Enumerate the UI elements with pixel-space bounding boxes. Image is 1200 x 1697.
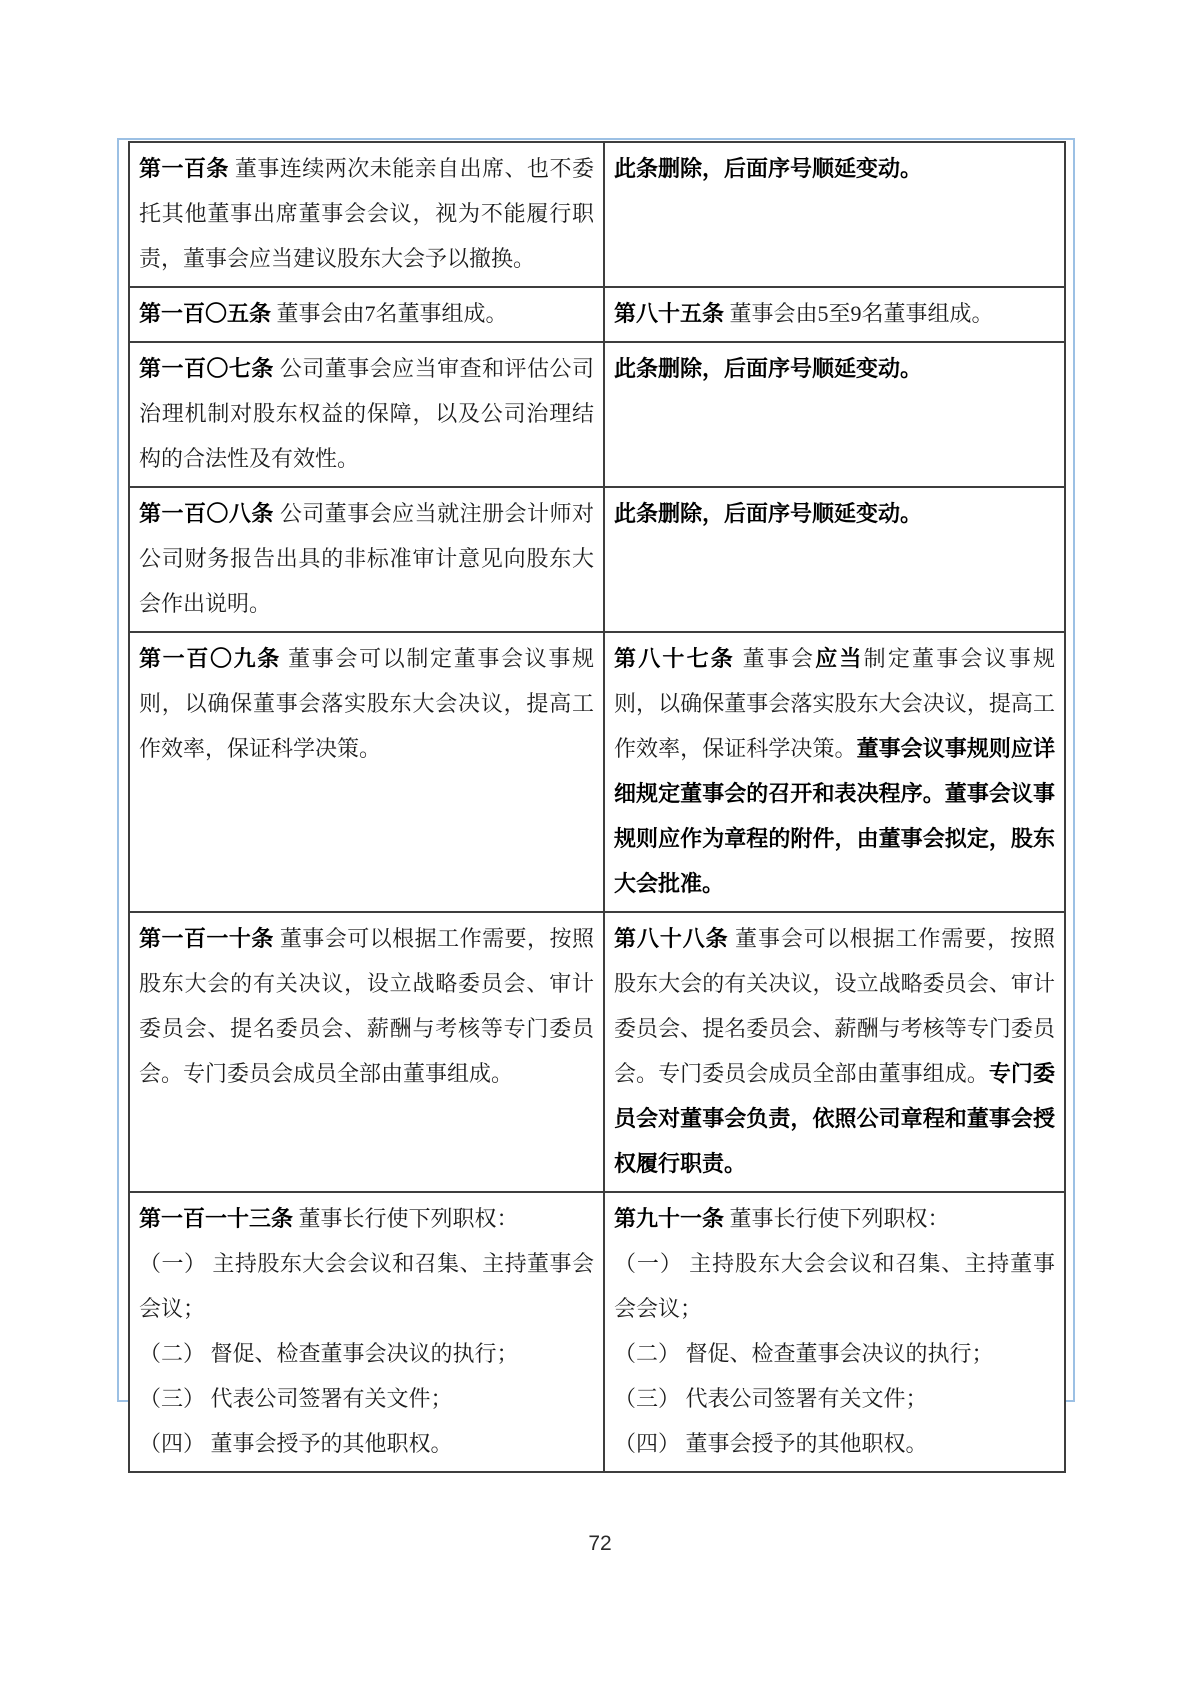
bold-text-run: 第一百〇九条	[139, 646, 281, 671]
bold-text-run: 第一百〇七条	[139, 356, 274, 381]
bold-text-run: 应当	[815, 646, 864, 671]
paragraph	[139, 491, 594, 626]
paragraph	[139, 346, 594, 481]
table-cell-left	[129, 342, 604, 487]
text-run: （二） 督促、检查董事会决议的执行；	[614, 1341, 994, 1366]
text-run: 董事长行使下列职权：	[724, 1206, 950, 1231]
table-cell-right	[604, 342, 1065, 487]
page-number: 72	[588, 1532, 612, 1555]
paragraph	[614, 291, 1055, 336]
text-run: （四） 董事会授予的其他职权。	[139, 1431, 453, 1456]
text-run: 公司董事会应当就注册会计师对公司财务报告出具的非标准审计意见向股东大会作出说明。	[139, 501, 594, 616]
table-cell-right	[604, 142, 1065, 287]
text-run: 董事会	[734, 646, 816, 671]
paragraph	[139, 146, 594, 281]
paragraph	[614, 1376, 1055, 1421]
table-cell-left	[129, 487, 604, 632]
bold-text-run: 第八十八条	[614, 926, 729, 951]
bold-text-run: 此条删除，后面序号顺延变动。	[614, 356, 923, 381]
bold-text-run: 第一百〇五条	[139, 301, 272, 326]
bold-text-run: 此条删除，后面序号顺延变动。	[614, 501, 923, 526]
comparison-table	[128, 141, 1066, 1473]
bold-text-run: 第一百〇八条	[139, 501, 274, 526]
text-run: （三） 代表公司签署有关文件；	[614, 1386, 928, 1411]
bold-text-run: 第一百一十三条	[139, 1206, 294, 1231]
text-run: （四） 董事会授予的其他职权。	[614, 1431, 928, 1456]
table-cell-left	[129, 287, 604, 342]
table-cell-right	[604, 912, 1065, 1192]
table-cell-left	[129, 1192, 604, 1472]
text-run: （二） 督促、检查董事会决议的执行；	[139, 1341, 519, 1366]
table-cell-left	[129, 632, 604, 912]
text-run: 董事会由5至9名董事组成。	[724, 301, 994, 326]
paragraph	[139, 1331, 594, 1376]
table-row	[129, 287, 1065, 342]
paragraph	[614, 1331, 1055, 1376]
table-row	[129, 142, 1065, 287]
text-run: 董事会可以根据工作需要，按照股东大会的有关决议，设立战略委员会、审计委员会、提名委员会、薪酬与考核等专门委员会。专门委员会成员全部由董事组成。	[614, 926, 1055, 1086]
paragraph	[139, 1196, 594, 1241]
table-cell-right	[604, 287, 1065, 342]
text-run: 公司董事会应当审查和评估公司治理机制对股东权益的保障，以及公司治理结构的合法性及有效性。	[139, 356, 594, 471]
paragraph	[614, 916, 1055, 1186]
paragraph	[614, 1241, 1055, 1331]
text-run: （一） 主持股东大会会议和召集、主持董事会会议；	[614, 1251, 1055, 1321]
paragraph	[614, 1421, 1055, 1466]
paragraph	[139, 1241, 594, 1331]
paragraph	[614, 1196, 1055, 1241]
table-cell-right	[604, 487, 1065, 632]
paragraph	[139, 1376, 594, 1421]
bold-text-run: 第一百一十条	[139, 926, 274, 951]
bold-text-run: 专门委员会对董事会负责，依照公司章程和董事会授权履行职责。	[614, 1061, 1055, 1176]
bold-text-run: 此条删除，后面序号顺延变动。	[614, 156, 923, 181]
table-cell-right	[604, 1192, 1065, 1472]
text-run: （一） 主持股东大会会议和召集、主持董事会会议；	[139, 1251, 594, 1321]
bold-text-run: 第八十五条	[614, 301, 725, 326]
bold-text-run: 第八十七条	[614, 646, 735, 671]
text-run: 董事长行使下列职权：	[293, 1206, 519, 1231]
table-row	[129, 342, 1065, 487]
text-run: （三） 代表公司签署有关文件；	[139, 1386, 453, 1411]
comparison-table-body	[129, 142, 1065, 1472]
bold-text-run: 第九十一条	[614, 1206, 725, 1231]
table-cell-left	[129, 142, 604, 287]
table-row	[129, 632, 1065, 912]
table-cell-left	[129, 912, 604, 1192]
paragraph	[614, 491, 1055, 536]
text-run: 董事会可以根据工作需要，按照股东大会的有关决议，设立战略委员会、审计委员会、提名委员会、薪酬与考核等专门委员会。专门委员会成员全部由董事组成。	[139, 926, 594, 1086]
table-cell-right	[604, 632, 1065, 912]
paragraph	[614, 346, 1055, 391]
bold-text-run: 董事会议事规则应详细规定董事会的召开和表决程序。董事会议事规则应作为章程的附件，由董事会拟定，股东大会批准。	[614, 736, 1055, 896]
paragraph	[139, 636, 594, 771]
paragraph	[614, 146, 1055, 191]
bold-text-run: 第一百条	[139, 156, 229, 181]
paragraph	[614, 636, 1055, 906]
text-run: 制定董事会议事规则，以确保董事会落实股东大会决议，提高工作效率，保证科学决策。	[614, 646, 1055, 761]
paragraph	[139, 916, 594, 1096]
paragraph	[139, 1421, 594, 1466]
table-row	[129, 1192, 1065, 1472]
text-run: 董事连续两次未能亲自出席、也不委托其他董事出席董事会会议，视为不能履行职责，董事会应当建议股东大会予以撤换。	[139, 156, 594, 271]
table-row	[129, 487, 1065, 632]
text-run: 董事会可以制定董事会议事规则，以确保董事会落实股东大会决议，提高工作效率，保证科学决策。	[139, 646, 594, 761]
paragraph	[139, 291, 594, 336]
text-run: 董事会由7名董事组成。	[271, 301, 508, 326]
table-row	[129, 912, 1065, 1192]
